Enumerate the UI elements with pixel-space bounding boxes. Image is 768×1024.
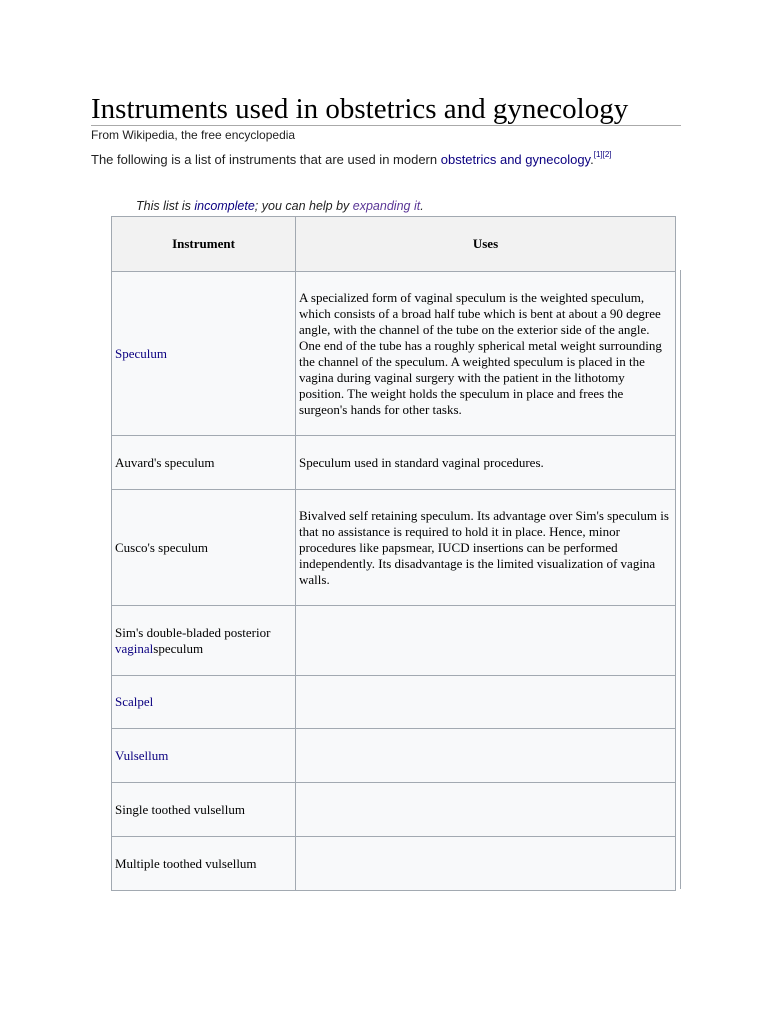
vaginal-link[interactable]: vaginal: [115, 640, 154, 656]
table-row: [112, 436, 676, 490]
table-row: [112, 490, 676, 606]
instrument-cell: Single toothed vulsellum: [112, 783, 296, 837]
title-divider: [91, 125, 681, 126]
table-row: [112, 837, 676, 891]
table-row: [112, 783, 676, 837]
notice-text-before: This list is: [136, 199, 195, 213]
table-row: [112, 606, 676, 676]
page-title: Instruments used in obstetrics and gynecology: [91, 93, 629, 125]
notice-text-middle: ; you can help by: [254, 199, 353, 213]
uses-cell: [296, 783, 676, 837]
table-row: [112, 272, 676, 436]
column-header-instrument: Instrument: [112, 217, 296, 272]
instrument-cell: [112, 606, 296, 676]
intro-text: The following is a list of instruments that are used in modern: [91, 152, 441, 167]
obstetrics-gynecology-link[interactable]: obstetrics and gynecology: [440, 152, 591, 167]
uses-cell: [296, 606, 676, 676]
instrument-cell: Multiple toothed vulsellum: [112, 837, 296, 891]
scalpel-link[interactable]: Scalpel: [115, 694, 154, 709]
instrument-cell: [112, 272, 296, 436]
reference-links[interactable]: [1][2]: [593, 150, 612, 159]
instrument-cell: [112, 729, 296, 783]
uses-cell: [296, 837, 676, 891]
table-header-row: [112, 217, 676, 272]
vulsellum-link[interactable]: Vulsellum: [115, 747, 169, 763]
table-row: [112, 676, 676, 729]
expanding-it-link[interactable]: expanding it: [352, 199, 421, 213]
instrument-cell: Auvard's speculum: [112, 436, 296, 490]
instrument-cell: Cusco's speculum: [112, 490, 296, 606]
page-subtitle: From Wikipedia, the free encyclopedia: [91, 128, 296, 142]
uses-cell: Speculum used in standard vaginal procedures.: [296, 436, 676, 490]
table-row: [112, 729, 676, 783]
uses-cell: [296, 676, 676, 729]
instrument-text: Sim's double-bladed posterior: [115, 624, 271, 640]
uses-cell: Bivalved self retaining speculum. Its advantage over Sim's speculum is that no assistance is required to hold it in place. Hence, minor procedures like papsmear, IUCD insertions can be performed independently. Its disadvantage is the limited visualization of vagina walls.: [296, 490, 676, 606]
uses-cell: A specialized form of vaginal speculum is the weighted speculum, which consists of a broad half tube which is bent at about a 90 degree angle, with the channel of the tube on the exterior side of the angle. One end of the tube has a roughly spherical metal weight surrounding the channel of the speculum. A weighted speculum is placed in the vagina during vaginal surgery with the patient in the lithotomy position. The weight holds the speculum in place and frees the surgeon's hands for other tasks.: [296, 272, 676, 436]
incomplete-list-notice: [136, 199, 424, 213]
intro-end: .: [590, 152, 594, 167]
instruments-table: [111, 216, 676, 891]
table-right-edge: [680, 270, 681, 889]
column-header-uses: Uses: [296, 217, 676, 272]
instrument-cell: [112, 676, 296, 729]
uses-cell: [296, 729, 676, 783]
instrument-text: speculum: [153, 640, 204, 656]
incomplete-link[interactable]: incomplete: [194, 199, 255, 213]
intro-paragraph: [91, 152, 612, 167]
notice-text-end: .: [420, 199, 424, 213]
speculum-link[interactable]: Speculum: [115, 345, 167, 361]
